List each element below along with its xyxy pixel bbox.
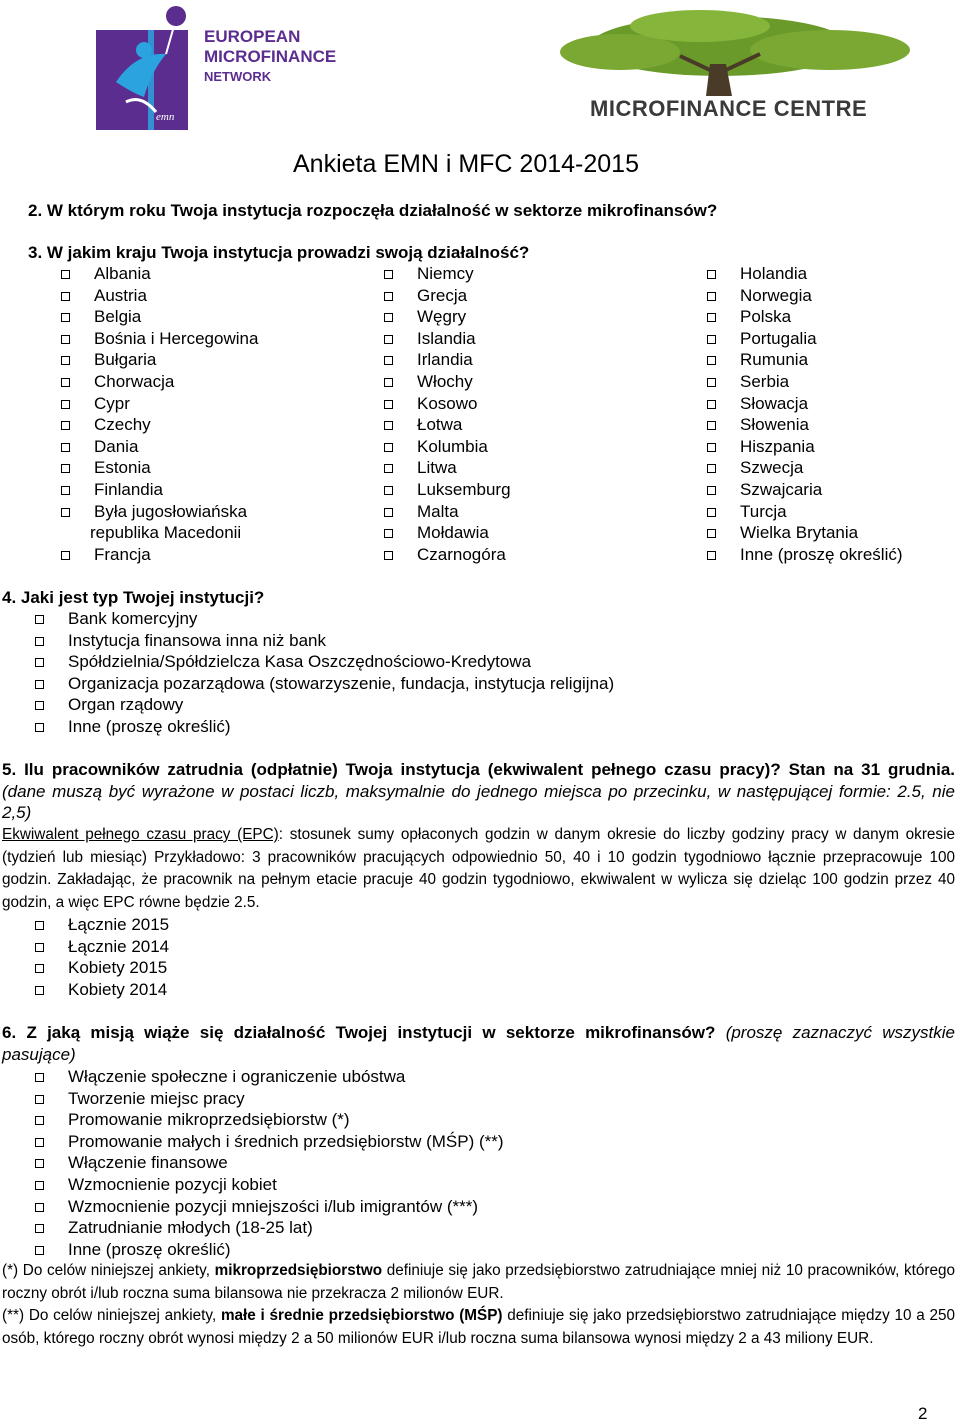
question-6-hint: (proszę zaznaczyć wszystkie pasujące): [2, 1023, 955, 1064]
option-label: Łącznie 2014: [68, 936, 170, 956]
option-label: Rumunia: [740, 350, 809, 370]
option-label: Turcja: [740, 501, 787, 521]
checkbox[interactable]: [35, 1246, 44, 1255]
option-label: Polska: [740, 307, 792, 327]
option-label: Holandia: [740, 264, 808, 283]
checkbox[interactable]: [707, 464, 716, 473]
checkbox[interactable]: [384, 292, 393, 301]
checkbox[interactable]: [707, 421, 716, 430]
checkbox[interactable]: [35, 615, 44, 624]
checkbox[interactable]: [35, 723, 44, 732]
option-label: Tworzenie miejsc pracy: [68, 1088, 245, 1108]
option-label: Węgry: [417, 307, 467, 327]
question-6: [2, 1022, 955, 1065]
option-label: Estonia: [94, 458, 151, 478]
option-label: Szwecja: [740, 458, 804, 478]
option-label: Dania: [94, 436, 139, 456]
checkbox[interactable]: [61, 551, 70, 560]
checkbox[interactable]: [707, 443, 716, 452]
checkbox[interactable]: [35, 680, 44, 689]
option-label: Słowacja: [740, 393, 809, 413]
option-label: Portugalia: [740, 328, 817, 348]
option-label: Promowanie mikroprzedsiębiorstw (*): [68, 1110, 350, 1130]
option-label: Kosowo: [417, 393, 478, 413]
checkbox[interactable]: [61, 313, 70, 322]
question-5: [2, 759, 955, 824]
option-label: Czarnogóra: [417, 544, 506, 564]
option-label: Słowenia: [740, 415, 809, 435]
checkbox[interactable]: [707, 529, 716, 538]
option-label: Inne (proszę określić): [68, 1239, 231, 1259]
checkbox[interactable]: [384, 443, 393, 452]
footnote-1-a: (*) Do celów niniejszej ankiety,: [2, 1262, 215, 1279]
option-label: Wzmocnienie pozycji mniejszości i/lub imigrantów (***): [68, 1196, 479, 1216]
option-label: Bośnia i Hercegowina: [94, 328, 259, 348]
page-title: Ankieta EMN i MFC 2014-2015: [293, 150, 639, 178]
checkbox[interactable]: [35, 701, 44, 710]
checkbox[interactable]: [61, 443, 70, 452]
option-label: Islandia: [417, 328, 476, 348]
tree-icon: [560, 4, 954, 96]
emn-line3: NETWORK: [204, 69, 272, 84]
checkbox[interactable]: [384, 313, 393, 322]
checkbox[interactable]: [35, 964, 44, 973]
checkbox[interactable]: [384, 529, 393, 538]
mfc-logo-name: MICROFINANCE CENTRE: [590, 96, 868, 121]
emn-line2: MICROFINANCE: [204, 47, 337, 66]
option-label: Francja: [94, 544, 151, 564]
option-label: Hiszpania: [740, 436, 815, 456]
footnote-1: [2, 1260, 955, 1305]
option-label: Zatrudnianie młodych (18-25 lat): [68, 1218, 313, 1238]
checkbox[interactable]: [384, 551, 393, 560]
emn-logo-mark: [96, 2, 188, 130]
checkbox[interactable]: [384, 335, 393, 344]
checkbox[interactable]: [61, 508, 70, 517]
checkbox[interactable]: [61, 486, 70, 495]
checkbox[interactable]: [35, 921, 44, 930]
checkbox[interactable]: [35, 637, 44, 646]
checkbox[interactable]: [35, 1073, 44, 1082]
checkbox[interactable]: [707, 400, 716, 409]
footnote-2-a: (**) Do celów niniejszej ankiety,: [2, 1307, 221, 1324]
footnote-1-c: definiuje się jako przedsiębiorstwo zatrudniające mniej niż 10 pracowników, którego roczny obrót i/lub roczna suma bilansowa nie przekracza 2 milionów EUR.: [2, 1262, 955, 1302]
checkbox[interactable]: [61, 270, 70, 279]
option-label: Kobiety 2014: [68, 979, 168, 999]
option-label: Organizacja pozarządowa (stowarzyszenie, fundacja, instytucja religijna): [68, 673, 615, 693]
checkbox[interactable]: [384, 486, 393, 495]
checkbox[interactable]: [61, 356, 70, 365]
option-label: Austria: [94, 285, 147, 305]
option-label: Luksemburg: [417, 480, 511, 499]
option-label: Niemcy: [417, 264, 474, 283]
option-label: Instytucja finansowa inna niż bank: [68, 630, 326, 650]
option-label: Była jugosłowiańska: [94, 501, 248, 521]
emn-line1: EUROPEAN: [204, 27, 301, 46]
emn-logo-text: [204, 27, 336, 87]
footnote-1-term: mikroprzedsiębiorstwo: [214, 1262, 383, 1279]
option-label: Inne (proszę określić): [68, 717, 231, 736]
option-label: Mołdawia: [417, 523, 489, 543]
checkbox[interactable]: [384, 400, 393, 409]
option-label: Inne (proszę określić): [740, 544, 903, 564]
checkbox[interactable]: [35, 1224, 44, 1233]
checkbox[interactable]: [35, 986, 44, 995]
checkbox[interactable]: [35, 658, 44, 667]
checkbox[interactable]: [61, 378, 70, 387]
checkbox[interactable]: [707, 292, 716, 301]
option-label: Włączenie finansowe: [68, 1153, 228, 1173]
emn-logo: [96, 2, 336, 130]
checkbox[interactable]: [707, 335, 716, 344]
checkbox[interactable]: [384, 508, 393, 517]
option-label: Włączenie społeczne i ograniczenie ubóstwa: [68, 1067, 406, 1086]
checkbox[interactable]: [35, 943, 44, 952]
checkbox[interactable]: [35, 1116, 44, 1125]
checkbox[interactable]: [707, 378, 716, 387]
option-label: Cypr: [94, 393, 130, 413]
epc-definition: [2, 824, 955, 914]
question-2: 2. W którym roku Twoja instytucja rozpoczęła działalność w sektorze mikrofinansów?: [28, 201, 718, 220]
checkbox[interactable]: [384, 356, 393, 365]
question-3: 3. W jakim kraju Twoja instytucja prowadzi swoją działalność?: [28, 243, 530, 262]
checkbox[interactable]: [35, 1159, 44, 1168]
option-label: Promowanie małych i średnich przedsiębiorstw (MŚP) (**): [68, 1131, 504, 1151]
question-4: 4. Jaki jest typ Twojej instytucji?: [2, 588, 265, 607]
option-label: Litwa: [417, 458, 457, 478]
svg-text:emn: emn: [156, 111, 175, 123]
checkbox[interactable]: [707, 551, 716, 560]
option-label: Irlandia: [417, 350, 473, 370]
option-label: Szwajcaria: [740, 480, 823, 499]
checkbox[interactable]: [384, 378, 393, 387]
checkbox[interactable]: [384, 464, 393, 473]
option-label: Serbia: [740, 372, 790, 391]
checkbox[interactable]: [384, 421, 393, 430]
checkbox[interactable]: [61, 335, 70, 344]
option-label: Albania: [94, 264, 151, 283]
option-label: Łącznie 2015: [68, 915, 170, 934]
checkbox[interactable]: [61, 421, 70, 430]
option-label: Organ rządowy: [68, 695, 184, 715]
epc-text: : stosunek sumy opłaconych godzin w danym okresie do liczby godziny pracy w danym okresie (tydzień lub miesiąc) Przykładowo: 3 pracowników pracujących odpowiednio 50, 40 i 10 godzin tygodniowo łącznie przepracowuje 100 godzin. Zakładając, że pracownik na pełnym etacie pracuje 40 godzin tygodniowo, ekwiwalent w wylicza się dzieląc 100 godzin przez 40 godzin, a więc EPC równe będzie 2.5.: [2, 826, 955, 911]
option-label: Malta: [417, 501, 459, 521]
option-label: Włochy: [417, 372, 473, 391]
question-5-hint: (dane muszą być wyrażone w postaci liczb, maksymalnie do jednego miejsca po przecinku, w następującej formie: 2.5, nie 2,5): [2, 781, 955, 822]
checkbox[interactable]: [707, 270, 716, 279]
option-label: Łotwa: [417, 415, 463, 435]
option-label: Bank komercyjny: [68, 609, 198, 628]
checkbox[interactable]: [61, 464, 70, 473]
option-label: Finlandia: [94, 480, 163, 499]
option-label: Spółdzielnia/Spółdzielcza Kasa Oszczędnościowo-Kredytowa: [68, 652, 532, 672]
question-6-label: 6. Z jaką misją wiąże się działalność Twojej instytucji w sektorze mikrofinansów?: [2, 1023, 716, 1042]
checkbox[interactable]: [707, 356, 716, 365]
checkbox[interactable]: [35, 1138, 44, 1147]
option-label: Wzmocnienie pozycji kobiet: [68, 1175, 277, 1194]
checkbox[interactable]: [35, 1095, 44, 1104]
checkbox[interactable]: [384, 270, 393, 279]
page-number: 2: [918, 1404, 928, 1423]
option-label: Bułgaria: [94, 350, 157, 370]
checkbox[interactable]: [35, 1181, 44, 1190]
checkbox[interactable]: [707, 508, 716, 517]
checkbox[interactable]: [61, 292, 70, 301]
epc-term: Ekwiwalent pełnego czasu pracy (EPC): [2, 826, 279, 843]
checkbox[interactable]: [707, 313, 716, 322]
checkbox[interactable]: [61, 400, 70, 409]
mfc-logo: [560, 4, 954, 124]
option-label: Chorwacja: [94, 372, 175, 391]
checkbox[interactable]: [35, 1203, 44, 1212]
option-label: Czechy: [94, 415, 151, 435]
option-label: Norwegia: [740, 285, 812, 305]
footnote-2-term: małe i średnie przedsiębiorstwo (MŚP): [220, 1307, 503, 1324]
option-label: Kobiety 2015: [68, 958, 168, 978]
option-label: Grecja: [417, 285, 468, 305]
question-5-label: 5. Ilu pracowników zatrudnia (odpłatnie) Twoja instytucja (ekwiwalent pełnego czasu pracy)? Stan na 31 grudnia.: [2, 760, 955, 779]
option-label: Wielka Brytania: [740, 523, 859, 543]
checkbox[interactable]: [707, 486, 716, 495]
option-label: Belgia: [94, 307, 142, 327]
footnote-2: [2, 1305, 955, 1350]
footnote-2-c: definiuje się jako przedsiębiorstwo zatrudniające między 10 a 250 osób, którego roczny obrót wynosi między 2 a 50 milionów EUR i/lub roczna suma bilansowa wynosi między 2 a 43 miliony EUR.: [2, 1307, 955, 1347]
option-label: Kolumbia: [417, 436, 488, 456]
option-label: republika Macedonii: [90, 523, 242, 543]
